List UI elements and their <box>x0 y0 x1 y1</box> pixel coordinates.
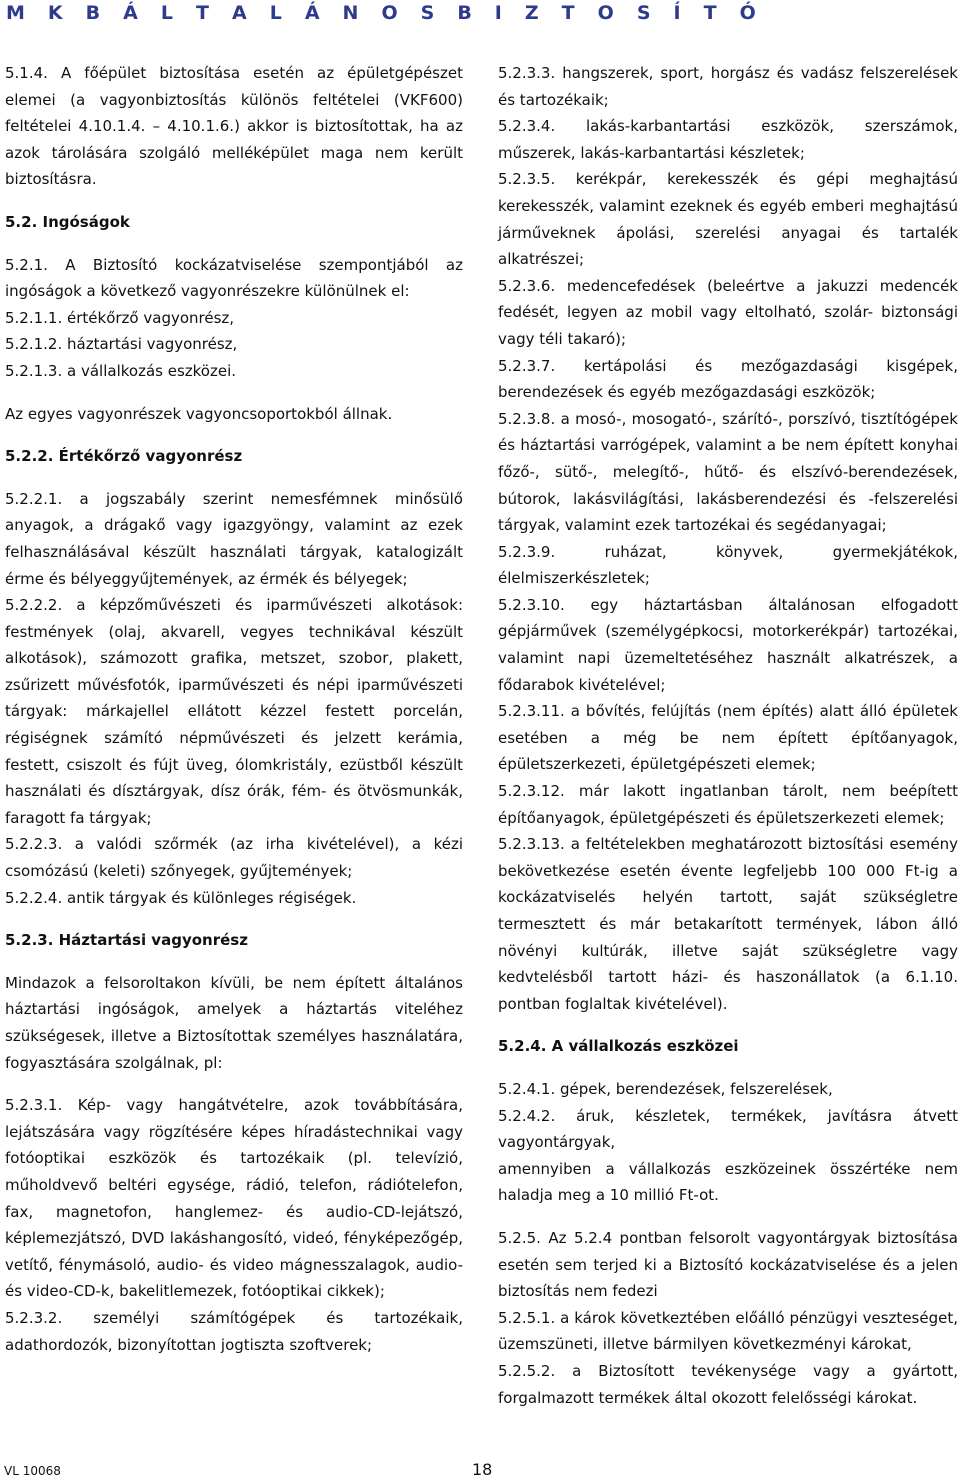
paragraph-5-2-3-6: 5.2.3.6. medencefedések (beleértve a jakuzzi medencék fedését, legyen az mobil vagy eltolható, szolár- biztonsági vagy téli takaró); <box>498 276 958 348</box>
paragraph-5-2-3-2: 5.2.3.2. személyi számítógépek és tartozékaik, adathordozók, bizonyítottan jogtiszta szoftverek; <box>5 1308 463 1354</box>
paragraph-5-2-3-5: 5.2.3.5. kerékpár, kerekesszék és gépi meghajtású kerekesszék, valamint ezeknek és egyéb emberi meghajtású járműveknek ápolási, szerelési anyagai és tartalék alkatrészei; <box>498 170 958 269</box>
paragraph-5-2-3-intro: Mindazok a felsoroltakon kívüli, be nem épített általános háztartási ingóságok, amelyek a háztartás viteléhez szükségesek, illetve a Biztosítottak személyes használatára, fogyasztására szolgálnak, pl: <box>5 973 463 1072</box>
document-code: VL 10068 <box>4 1464 61 1478</box>
paragraph-5-2-3-4: 5.2.3.4. lakás-karbantartási eszközök, szerszámok, műszerek, lakás-karbantartási készletek; <box>498 117 958 162</box>
left-column <box>5 60 463 1358</box>
paragraph-5-2-5-1: 5.2.5.1. a károk következtében előálló pénzügyi veszteséget, üzemszüneti, illetve bármilyen következményi károkat, <box>498 1308 958 1354</box>
paragraph-5-2-3-3: 5.2.3.3. hangszerek, sport, horgász és vadász felszerelések és tartozékaik; <box>498 64 958 109</box>
paragraph-5-2-5: 5.2.5. Az 5.2.4 pontban felsorolt vagyontárgyak biztosítása esetén sem terjed ki a Biztosító kockázatviselése és a jelen biztosítás nem fedezi <box>498 1228 958 1301</box>
paragraph-5-1-4: 5.1.4. A főépület biztosítása esetén az épületgépészet elemei (a vagyonbiztosítás különös feltételei (VKF600) feltételei 4.10.1.4. – 4.10.1.6.) akkor is biztosítottak, ha az azok tárolására szolgáló melléképület maga nem került biztosításra. <box>5 64 463 189</box>
paragraph-5-2-2-4: 5.2.2.4. antik tárgyak és különleges régiségek. <box>5 888 357 907</box>
paragraph-5-2-3-13: 5.2.3.13. a feltételekben meghatározott biztosítási esemény bekövetkezése esetén évente legfeljebb 100 000 Ft-ig a kockázatviselés helyén tartott, saját szükségletre termesztett és már betakarított termények, lábon álló növényi kultúrák, illetve saját szükségletre vagy kedvtelésből tartott házi- és haszonállatok (a 6.1.10. pontban foglaltak kivételével). <box>498 835 958 1013</box>
list-item-5-2-1-3: 5.2.1.3. a vállalkozás eszközei. <box>5 361 236 380</box>
paragraph-5-2-3-9: 5.2.3.9. ruházat, könyvek, gyermekjátékok, élelmiszerkészletek; <box>498 542 958 588</box>
list-item-5-2-1-1: 5.2.1.1. értékőrző vagyonrész, <box>5 308 235 327</box>
paragraph-5-2-2-2: 5.2.2.2. a képzőművészeti és iparművészeti alkotások: festmények (olaj, akvarell, vegyes technikával készült alkotások), számozott grafika, metszet, szobor, plakett, zsűrizett művésfotók, iparművészeti és népi iparművészeti tárgyak: márkajellel ellátott kézzel festett porcelán, régiségnek számító népművészeti és jelzett kerámia, festett, csiszolt és fújt üveg, ólomkristály, ezüstből készült használati és dísztárgyak, dísz órák, fém- és ötvösmunkák, faragott fa tárgyak; <box>5 596 463 827</box>
paragraph-5-2-5-2: 5.2.5.2. a Biztosított tevékenysége vagy a gyártott, forgalmazott termékek által okozott felelősségi károkat. <box>498 1361 958 1407</box>
heading-5-2-2: 5.2.2. Értékőrző vagyonrész <box>5 447 243 466</box>
paragraph-5-2-3-1: 5.2.3.1. Kép- vagy hangátvételre, azok továbbítására, lejátszására vagy rögzítésére képes híradástechnikai vagy fotóoptikai eszközök és tartozékaik (pl. televízió, műholdvevő beltéri egysége, rádió, telefon, rádiótelefon, fax, magnetofon, hanglemez- és audio-CD-lejátszó, képlemezjátszó, DVD lakáshangosító, videó, fényképezőgép, vetítő, fénymásoló, audio- és video mágnesszalagok, audio- és video-CD-k, bakelitlemezek, fotóoptikai cikkek); <box>5 1096 463 1301</box>
heading-5-2-4: 5.2.4. A vállalkozás eszközei <box>498 1037 739 1056</box>
right-column <box>498 60 958 1411</box>
paragraph-5-2-3-8: 5.2.3.8. a mosó-, mosogató-, szárító-, porszívó, tisztítógépek és háztartási varrógépek, valamint a be nem épített konyhai főző-, sütő-, melegítő-, hűtő- és elszívó-berendezések, bútorok, lakásvilágítási, lakásberendezési és -felszerelési tárgyak, valamint ezek tartozékai és segédanyagai; <box>498 409 958 535</box>
paragraph-5-2-2-1: 5.2.2.1. a jogszabály szerint nemesfémnek minősülő anyagok, a drágakő vagy igazgyöngy, valamint az ezek felhasználásával készült használati tárgyak, katalogizált érme és bélyeggyűjtemények, az érmék és bélyegek; <box>5 489 463 588</box>
paragraph-5-2-4-limit: amennyiben a vállalkozás eszközeinek összértéke nem haladja meg a 10 millió Ft-ot. <box>498 1159 958 1205</box>
page-number: 18 <box>472 1460 493 1479</box>
paragraph-5-2-3-12: 5.2.3.12. már lakott ingatlanban tárolt, nem beépített építőanyagok, épületgépészeti és épületszerkezeti elemek; <box>498 782 958 827</box>
paragraph-5-2-1: 5.2.1. A Biztosító kockázatviselése szempontjából az ingóságok a következő vagyonrészekre különülnek el: <box>5 255 463 301</box>
paragraph-5-2-3-10: 5.2.3.10. egy háztartásban általánosan elfogadott gépjárművek (személygépkocsi, motorkerékpár) tartozékai, valamint napi üzemeltetéséhez használt alkatrészek, a fődarabok kivételével; <box>498 595 958 694</box>
heading-5-2-3: 5.2.3. Háztartási vagyonrész <box>5 931 248 950</box>
paragraph-5-2-3-11: 5.2.3.11. a bővítés, felújítás (nem építés) alatt álló épületek esetében a még be nem épített építőanyagok, épületszerkezeti, épületgépészeti elemek; <box>498 702 958 774</box>
paragraph-5-2-3-7: 5.2.3.7. kertápolási és mezőgazdasági kisgépek, berendezések és egyéb mezőgazdasági eszközök; <box>498 356 958 402</box>
list-item-5-2-4-1: 5.2.4.1. gépek, berendezések, felszerelések, <box>498 1079 833 1098</box>
paragraph-groups: Az egyes vagyonrészek vagyoncsoportokból állnak. <box>5 404 393 423</box>
document-header: M K B Á L T A L Á N O S B I Z T O S Í T Ó <box>6 2 764 24</box>
list-item-5-2-4-2: 5.2.4.2. áruk, készletek, termékek, javításra átvett vagyontárgyak, <box>498 1106 958 1152</box>
list-item-5-2-1-2: 5.2.1.2. háztartási vagyonrész, <box>5 335 238 354</box>
heading-5-2: 5.2. Ingóságok <box>5 212 130 231</box>
paragraph-5-2-2-3: 5.2.2.3. a valódi szőrmék (az irha kivételével), a kézi csomózású (keleti) szőnyegek, gyűjtemények; <box>5 835 463 881</box>
